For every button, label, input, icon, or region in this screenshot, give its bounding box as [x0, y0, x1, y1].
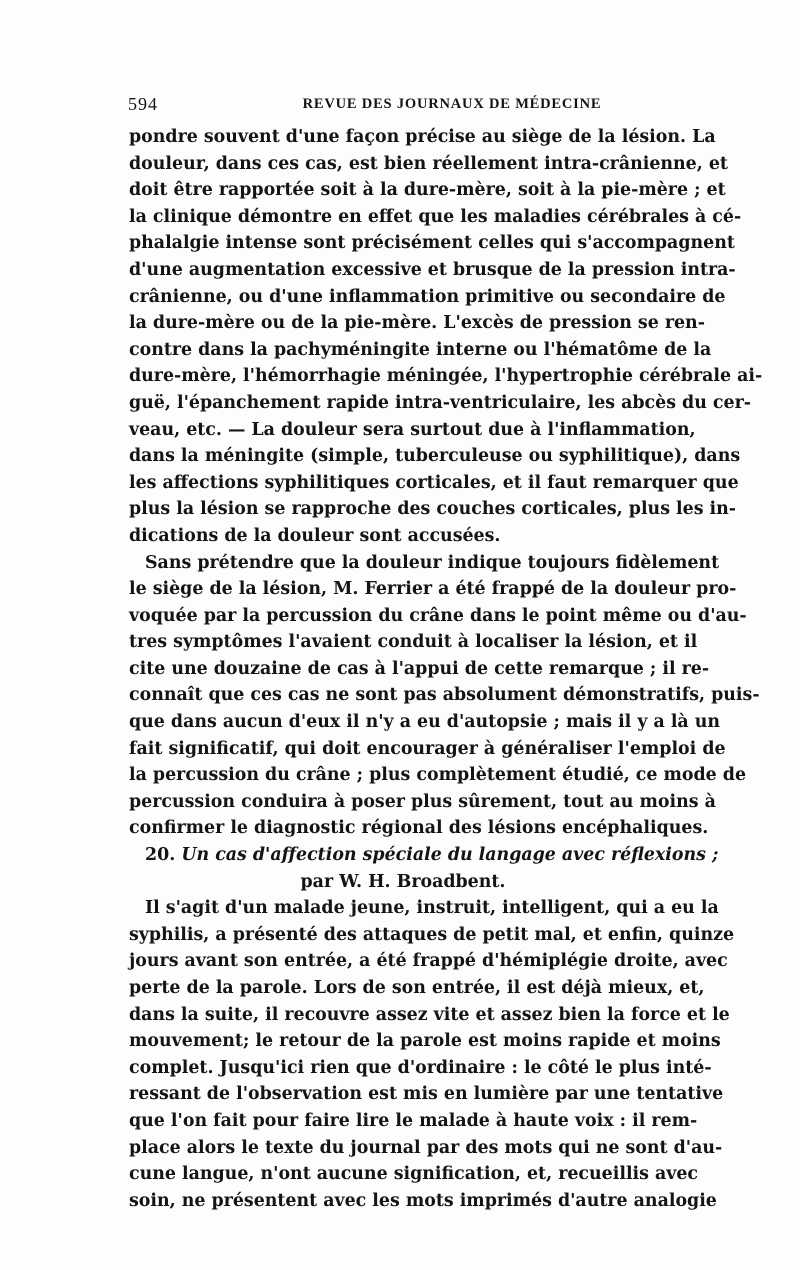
text-line: syphilis, a présenté des attaques de petit mal, et enfin, quinze	[129, 924, 735, 945]
text-line: guë, l'épanchement rapide intra-ventriculaire, les abcès du cer-	[129, 392, 751, 413]
text-line: place alors le texte du journal par des mots qui ne sont d'au-	[129, 1137, 723, 1158]
text-line: dications de la douleur sont accusées.	[129, 525, 501, 546]
text-line: soin, ne présentent avec les mots imprimés d'autre analogie	[129, 1190, 717, 1211]
text-line: dure-mère, l'hémorrhagie méningée, l'hypertrophie cérébrale ai-	[129, 366, 763, 387]
text-line: la clinique démontre en effet que les maladies cérébrales à cé-	[129, 206, 742, 227]
text-line: que dans aucun d'eux il n'y a eu d'autopsie ; mais il y a là un	[129, 712, 721, 733]
paragraph-1	[129, 124, 763, 550]
text-line: dans la méningite (simple, tuberculeuse ou syphilitique), dans	[129, 446, 741, 467]
text-line: confirmer le diagnostic régional des lésions encéphaliques.	[129, 818, 709, 839]
body-text	[129, 124, 763, 1214]
text-line: jours avant son entrée, a été frappé d'hémiplégie droite, avec	[129, 951, 728, 972]
text-line: fait significatif, qui doit encourager à généraliser l'emploi de	[129, 738, 726, 759]
text-line: perte de la parole. Lors de son entrée, il est déjà mieux, et,	[129, 978, 705, 998]
text-line: crânienne, ou d'une inflammation primitive ou secondaire de	[129, 286, 726, 307]
text-line: contre dans la pachyméningite interne ou l'hématôme de la	[129, 339, 712, 360]
section-author: par W. H. Broadbent.	[300, 871, 506, 892]
section-number: 20.	[145, 845, 176, 866]
text-line: tres symptômes l'avaient conduit à localiser la lésion, et il	[129, 632, 698, 653]
text-line: ressant de l'observation est mis en lumière par une tentative	[129, 1084, 724, 1105]
text-line: que l'on fait pour faire lire le malade à haute voix : il rem-	[129, 1110, 698, 1131]
section-heading	[129, 842, 719, 895]
text-line: la dure-mère ou de la pie-mère. L'excès de pression se ren-	[129, 313, 705, 334]
text-line: la percussion du crâne ; plus complètement étudié, ce mode de	[129, 765, 747, 786]
text-line: percussion conduira à poser plus sûrement, tout au moins à	[129, 791, 716, 812]
text-line: veau, etc. — La douleur sera surtout due à l'inflammation,	[129, 419, 696, 440]
text-line: phalalgie intense sont précisément celles qui s'accompagnent	[129, 233, 735, 254]
text-line: complet. Jusqu'ici rien que d'ordinaire : le côté le plus inté-	[129, 1057, 712, 1078]
section-title: Un cas d'affection spéciale du langage avec réflexions ;	[181, 845, 719, 866]
paragraph-2	[129, 550, 760, 843]
text-line: plus la lésion se rapproche des couches corticales, plus les in-	[129, 499, 737, 520]
running-head: REVUE DES JOURNAUX DE MÉDECINE	[302, 96, 602, 112]
text-line: le siège de la lésion, M. Ferrier a été frappé de la douleur pro-	[129, 579, 737, 600]
text-line: douleur, dans ces cas, est bien réellement intra-crânienne, et	[129, 153, 728, 174]
text-line: connaît que ces cas ne sont pas absolument démonstratifs, puis-	[129, 685, 760, 706]
text-line: doit être rapportée soit à la dure-mère, soit à la pie-mère ; et	[129, 180, 726, 201]
text-line: cite une douzaine de cas à l'appui de cette remarque ; il re-	[129, 658, 710, 679]
text-line: voquée par la percussion du crâne dans le point même ou d'au-	[129, 605, 747, 626]
text-line: dans la suite, il recouvre assez vite et assez bien la force et le	[129, 1004, 730, 1025]
page-header	[128, 94, 676, 118]
text-line: les affections syphilitiques corticales, et il faut remarquer que	[129, 472, 739, 493]
paragraph-3	[129, 895, 735, 1214]
text-line: cune langue, n'ont aucune signification, et, recueillis avec	[129, 1164, 699, 1185]
page-number: 594	[128, 94, 158, 114]
text-line: pondre souvent d'une façon précise au siège de la lésion. La	[129, 127, 716, 147]
text-line: mouvement; le retour de la parole est moins rapide et moins	[129, 1031, 721, 1052]
text-line: Sans prétendre que la douleur indique toujours fidèlement	[145, 552, 720, 573]
text-line: d'une augmentation excessive et brusque de la pression intra-	[129, 259, 736, 280]
section-title-line	[129, 842, 719, 869]
text-line: Il s'agit d'un malade jeune, instruit, intelligent, qui a eu la	[145, 898, 719, 919]
